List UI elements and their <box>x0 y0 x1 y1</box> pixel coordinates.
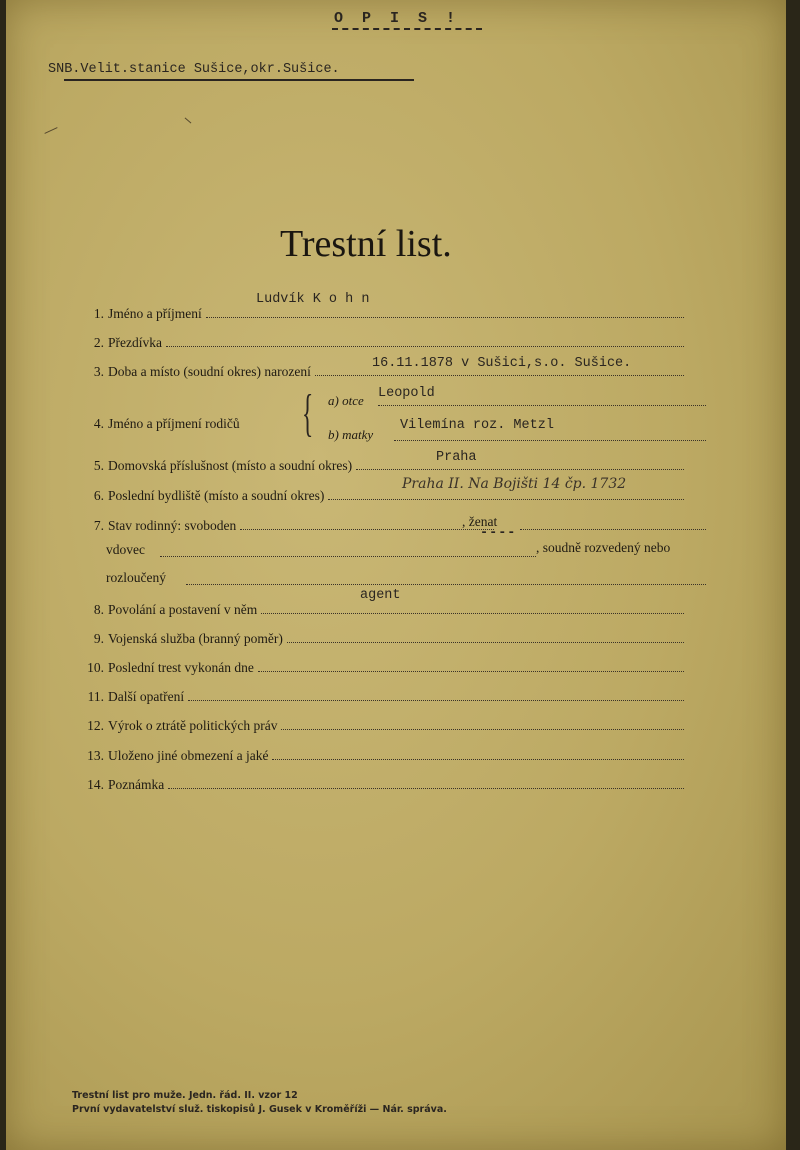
fill-line <box>281 729 684 730</box>
field-military <box>84 627 686 647</box>
field-label: Domovská příslušnost (místo a soudní okres) <box>108 458 353 473</box>
field-label: Poznámka <box>108 777 165 792</box>
field-name <box>84 302 686 322</box>
field-nickname <box>84 331 686 351</box>
field-number: 11. <box>87 689 104 704</box>
fill-line <box>287 642 684 643</box>
fill-line <box>315 375 684 376</box>
parents-brace: { <box>302 385 314 442</box>
marital-value: ---- <box>480 526 517 541</box>
field-number: 14. <box>87 777 104 792</box>
field-number: 5. <box>93 458 104 473</box>
opis-heading: O P I S ! <box>334 10 461 27</box>
field-label: Další opatření <box>108 689 185 704</box>
fill-line <box>206 317 684 318</box>
field-number: 6. <box>93 488 104 503</box>
field-label: Stav rodinný: svoboden <box>108 518 237 533</box>
paper-mark <box>44 127 57 134</box>
document-title: Trestní list. <box>280 223 452 265</box>
field-number: 3. <box>93 364 104 379</box>
field-number: 2. <box>93 335 104 350</box>
field-further-measures <box>84 685 686 705</box>
field-label: Přezdívka <box>108 335 162 350</box>
field-other-restriction <box>84 744 686 764</box>
opis-underline <box>332 28 482 30</box>
field-number: 13. <box>87 748 104 763</box>
field-number: 10. <box>87 660 104 675</box>
fill-line <box>272 759 684 760</box>
fill-line <box>160 556 536 557</box>
field-label: Jméno a příjmení <box>108 306 202 321</box>
marital-vdovec: vdovec <box>106 542 145 557</box>
field-value-domicile: Praha <box>436 450 477 465</box>
field-label: Povolání a postavení v něm <box>108 602 258 617</box>
fill-line <box>378 405 706 406</box>
field-number: 12. <box>87 718 104 733</box>
fill-line <box>258 671 684 672</box>
mother-label: b) matky <box>328 427 374 442</box>
mother-value: Vilemína roz. Metzl <box>400 418 554 433</box>
fill-line <box>240 529 494 530</box>
marital-rozlouceny: rozloučený <box>106 570 166 585</box>
field-label: Doba a místo (soudní okres) narození <box>108 364 311 379</box>
field-note <box>84 773 686 793</box>
field-value-occupation: agent <box>360 588 401 603</box>
field-number: 7. <box>93 518 104 533</box>
fill-line <box>394 440 706 441</box>
station-underline <box>64 79 414 81</box>
document-page <box>6 0 786 1150</box>
fill-line <box>168 788 684 789</box>
field-label: Jméno a příjmení rodičů <box>108 416 240 431</box>
field-political-rights <box>84 714 686 734</box>
field-number: 1. <box>93 306 104 321</box>
field-label: Uloženo jiné obmezení a jaké <box>108 748 269 763</box>
fill-line <box>186 584 706 585</box>
paper-mark <box>185 118 192 124</box>
fill-line <box>166 346 684 347</box>
field-label: Vojenská služba (branný poměr) <box>108 631 283 646</box>
field-number: 9. <box>93 631 104 646</box>
form-footer-line1: Trestní list pro muže. Jedn. řád. II. vzor 12 <box>72 1090 298 1101</box>
field-number: 8. <box>93 602 104 617</box>
form-footer-line2: První vydavatelství služ. tiskopisů J. Gusek v Kroměříži — Nár. správa. <box>72 1104 447 1115</box>
field-value-birth: 16.11.1878 v Sušici,s.o. Sušice. <box>372 356 632 371</box>
marital-rozvedeny: , soudně rozvedený nebo <box>536 540 671 555</box>
fill-line <box>520 529 706 530</box>
marital-zenat: , ženat <box>462 514 498 529</box>
field-value-name: Ludvík K o h n <box>256 292 370 307</box>
field-value-residence: Praha II. Na Bojišti 14 čp. 1732 <box>402 476 627 492</box>
field-domicile <box>84 454 686 474</box>
fill-line <box>356 469 684 470</box>
fill-line <box>261 613 684 614</box>
fill-line <box>188 700 684 701</box>
field-marital <box>84 514 496 534</box>
field-parents <box>84 412 240 432</box>
father-label: a) otce <box>328 393 364 408</box>
father-value: Leopold <box>378 386 435 401</box>
field-last-sentence <box>84 656 686 676</box>
station-stamp: SNB.Velit.stanice Sušice,okr.Sušice. <box>48 62 340 77</box>
field-label: Poslední trest vykonán dne <box>108 660 254 675</box>
field-label: Poslední bydliště (místo a soudní okres) <box>108 488 325 503</box>
fill-line <box>328 499 684 500</box>
field-number: 4. <box>93 416 104 431</box>
field-label: Výrok o ztrátě politických práv <box>108 718 278 733</box>
